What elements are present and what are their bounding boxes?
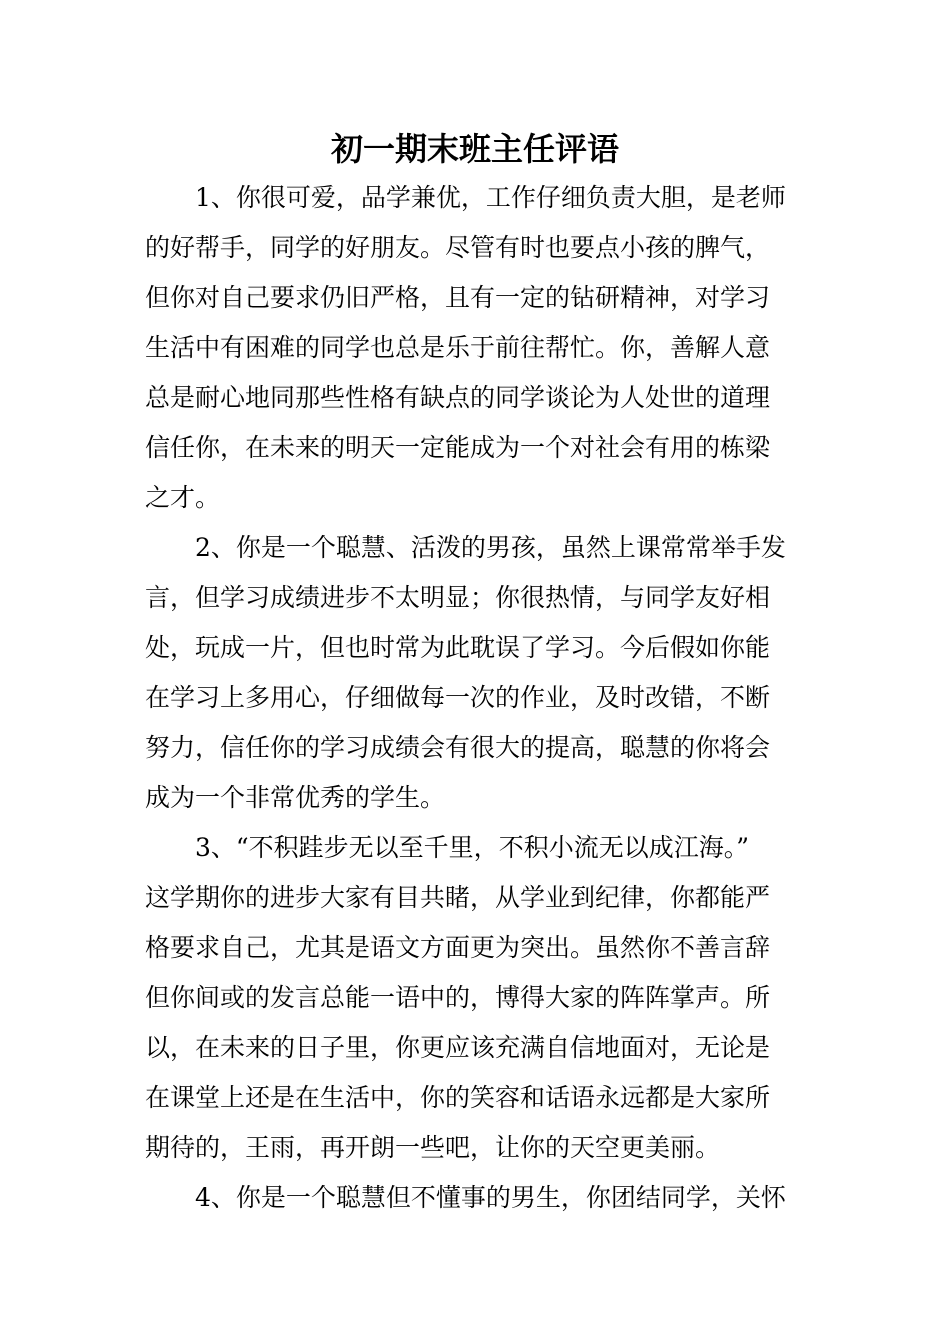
paragraph-3-line-3: 格要求自己，尤其是语文方面更为突出。虽然你不善言辞 [145,933,771,962]
paragraph-1-line-4: 生活中有困难的同学也总是乐于前往帮忙。你，善解人意 [145,333,771,362]
paragraph-2-line-1: 2、你是一个聪慧、活泼的男孩，虽然上课常常举手发 [195,533,786,562]
paragraph-2-line-6: 成为一个非常优秀的学生。 [145,783,446,812]
paragraph-1-line-1: 1、你很可爱，品学兼优，工作仔细负责大胆，是老师 [195,183,786,212]
paragraph-3-line-7: 期待的，王雨，再开朗一些吧，让你的天空更美丽。 [145,1133,721,1162]
paragraph-3-line-4: 但你间或的发言总能一语中的，博得大家的阵阵掌声。所 [145,983,771,1012]
paragraph-1-line-2: 的好帮手，同学的好朋友。尽管有时也要点小孩的脾气， [145,233,771,262]
paragraph-1-line-5: 总是耐心地同那些性格有缺点的同学谈论为人处世的道理 [145,383,771,412]
paragraph-1-line-7: 之才。 [145,483,221,512]
paragraph-1-line-3: 但你对自己要求仍旧严格，且有一定的钻研精神，对学习 [145,283,771,312]
paragraph-3-line-1: 3、“不积跬步无以至千里，不积小流无以成江海。” [195,833,749,862]
paragraph-2-line-3: 处，玩成一片，但也时常为此耽误了学习。今后假如你能 [145,633,771,662]
paragraph-3-line-6: 在课堂上还是在生活中，你的笑容和话语永远都是大家所 [145,1083,771,1112]
paragraph-2-line-4: 在学习上多用心，仔细做每一次的作业，及时改错，不断 [145,683,771,712]
paragraph-4-line-1: 4、你是一个聪慧但不懂事的男生，你团结同学，关怀 [195,1183,786,1212]
paragraph-2-line-5: 努力，信任你的学习成绩会有很大的提高，聪慧的你将会 [145,733,771,762]
paragraph-2-line-2: 言，但学习成绩进步不太明显；你很热情，与同学友好相 [145,583,771,612]
paragraph-3-line-2: 这学期你的进步大家有目共睹，从学业到纪律，你都能严 [145,883,771,912]
page-title: 初一期末班主任评语 [330,130,619,168]
paragraph-1-line-6: 信任你，在未来的明天一定能成为一个对社会有用的栋梁 [145,433,771,462]
paragraph-3-line-5: 以，在未来的日子里，你更应该充满自信地面对，无论是 [145,1033,771,1062]
